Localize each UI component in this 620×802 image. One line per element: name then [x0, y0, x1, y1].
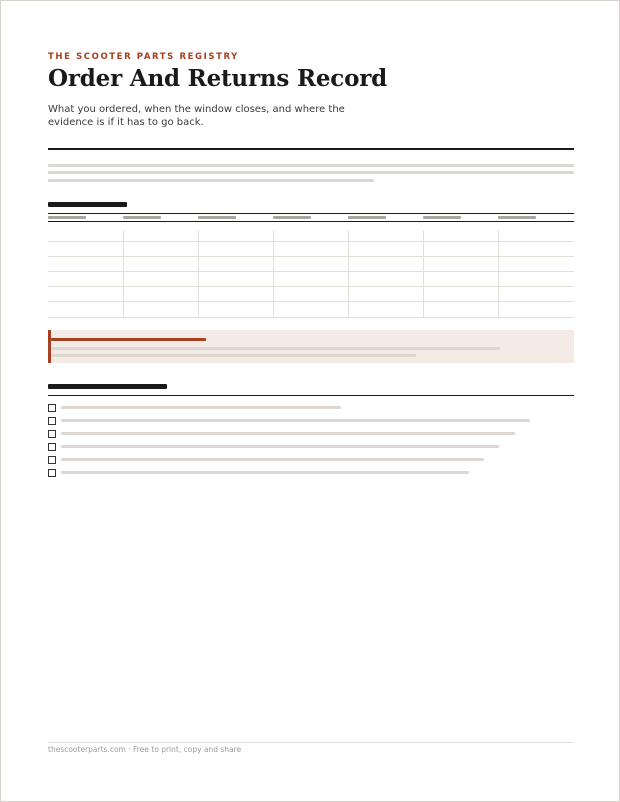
table-row [48, 301, 574, 302]
checkbox[interactable] [48, 417, 56, 425]
checkbox[interactable] [48, 430, 56, 438]
checklist-heading [48, 384, 167, 389]
table-column-divider [348, 230, 349, 318]
brand-eyebrow: THE SCOOTER PARTS REGISTRY [48, 52, 239, 62]
table-column-divider [498, 230, 499, 318]
table-row [48, 256, 574, 257]
footer-divider [48, 742, 574, 743]
column-header [123, 216, 161, 219]
callout-line [51, 354, 416, 357]
checkbox[interactable] [48, 456, 56, 464]
table-column-divider [198, 230, 199, 318]
table-row [48, 286, 574, 287]
table-row [48, 317, 574, 318]
intro-line [48, 179, 374, 182]
intro-line [48, 171, 574, 174]
column-header [498, 216, 536, 219]
header-divider [48, 148, 574, 150]
checklist-item-text [61, 458, 484, 461]
table-column-divider [273, 230, 274, 318]
callout-line [51, 347, 500, 350]
page-subtitle: What you ordered, when the window closes, and where the evidence is if it has to go back. [48, 104, 345, 128]
column-header [348, 216, 386, 219]
checklist-item-text [61, 419, 530, 422]
column-header [48, 216, 86, 219]
table-column-divider [423, 230, 424, 318]
table-row [48, 241, 574, 242]
footer-text: thescooterparts.com · Free to print, copy and share [48, 745, 242, 754]
page-title: Order And Returns Record [48, 65, 388, 92]
column-header [273, 216, 311, 219]
table-top-rule [48, 213, 574, 214]
checklist-item-text [61, 471, 469, 474]
table-column-divider [123, 230, 124, 318]
checklist-item-text [61, 406, 341, 409]
table-section-heading [48, 202, 127, 207]
column-header [198, 216, 236, 219]
checklist-item-text [61, 432, 515, 435]
table-header-rule [48, 221, 574, 222]
column-header [423, 216, 461, 219]
checklist-rule [48, 395, 574, 396]
checkbox[interactable] [48, 469, 56, 477]
checkbox[interactable] [48, 404, 56, 412]
intro-line [48, 164, 574, 167]
callout-box [48, 330, 574, 363]
page-content [48, 51, 574, 129]
table-row [48, 271, 574, 272]
callout-heading [51, 338, 206, 341]
checklist-item-text [61, 445, 499, 448]
checkbox[interactable] [48, 443, 56, 451]
